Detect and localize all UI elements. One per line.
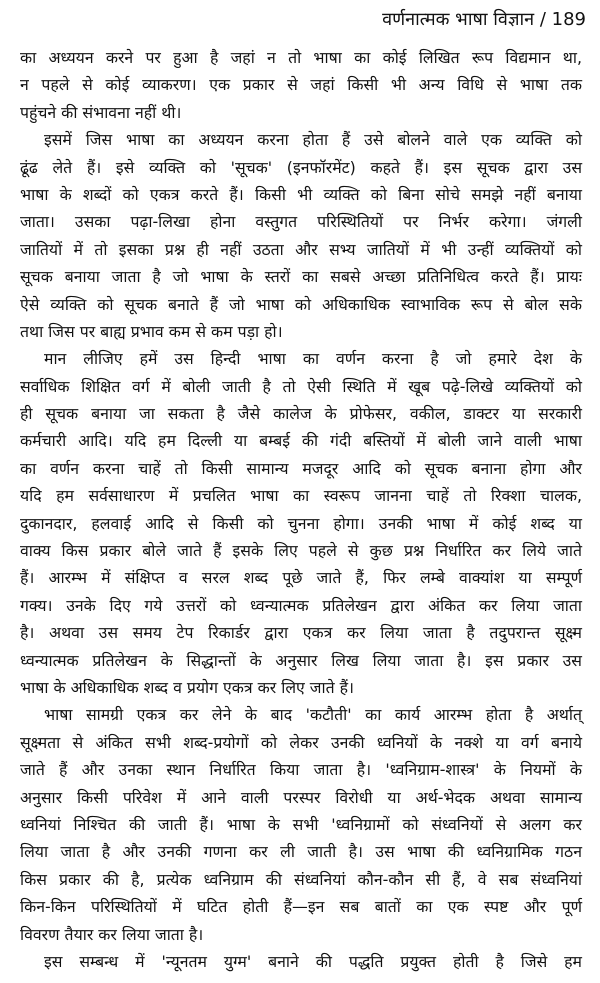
paragraph-3 — [20, 345, 582, 701]
text-line: ढूंढ लेते हैं। इसे व्यक्ति को 'सूचक' (इनफॉरमेंट) कहते हैं। इस सूचक द्वारा उस — [20, 157, 582, 177]
text-line: वाक्य किस प्रकार बोले जाते हैं इसके लिए पहले से कुछ प्रश्न निर्धारित कर लिये जाते — [20, 541, 582, 561]
text-line: का वर्णन करना चाहें तो किसी सामान्य मजदूर आदि को सूचक बनाना होगा और — [20, 458, 582, 478]
text-line: सूक्ष्मता से अंकित सभी शब्द-प्रयोगों को लेकर उनकी ध्वनियों के नक्शे या वर्ग बनाये — [20, 732, 582, 752]
text-line: ध्वन्यात्मक प्रतिलेखन के सिद्धान्तों के अनुसार लिख लिया जाता है। इस प्रकार उस — [20, 650, 582, 670]
paragraph-2 — [20, 126, 582, 345]
text-line: अनुसार किसी परिवेश में आने वाली परस्पर विरोधी या अर्थ-भेदक अथवा सामान्य — [20, 787, 582, 807]
text-line: सर्वाधिक शिक्षित वर्ग में बोली जाती है तो ऐसी स्थिति में खूब पढ़े-लिखे व्यक्तियों को — [20, 376, 582, 396]
text-line: गक्य। उनके दिए गये उत्तरों को ध्वन्यात्मक प्रतिलेखन द्वारा अंकित कर लिया जाता — [20, 595, 582, 615]
text-line: किस प्रकार की है, प्रत्येक ध्वनिग्राम की संध्वनियां कौन-कौन सी हैं, वे सब संध्वनियां — [20, 869, 582, 889]
text-line: दुकानदार, हलवाई आदि से किसी को चुनना होगा। उनकी भाषा में कोई शब्द या — [20, 513, 582, 533]
running-header: वर्णनात्मक भाषा विज्ञान / 189 — [382, 9, 586, 30]
text-line: इसमें जिस भाषा का अध्ययन करना होता हैं उसे बोलने वाले एक व्यक्ति को — [44, 130, 582, 150]
text-line: किन-किन परिस्थितियों में घटित होती हैं—इन सब बातों का एक स्पष्ट और पूर्ण — [20, 897, 582, 917]
paragraph-1 — [20, 44, 582, 126]
body-text — [20, 44, 582, 975]
paragraph-5 — [20, 948, 582, 975]
text-line: मान लीजिए हमें उस हिन्दी भाषा का वर्णन करना है जो हमारे देश के — [44, 349, 582, 369]
text-line: न पहले से कोई व्याकरण। एक प्रकार से जहां किसी भी अन्य विधि से भाषा तक — [20, 75, 582, 95]
paragraph-4 — [20, 701, 582, 948]
text-line: है। अथवा उस समय टेप रिकार्डर द्वारा एकत्र कर लिया जाता है तदुपरान्त सूक्ष्म — [20, 623, 582, 643]
text-line: भाषा सामग्री एकत्र कर लेने के बाद 'कटौती' का कार्य आरम्भ होता है अर्थात् — [44, 705, 582, 725]
text-line: ऐसे व्यक्ति को सूचक बनाते हैं जो भाषा को अधिकाधिक स्वाभाविक रूप से बोल सके — [20, 294, 582, 314]
text-line: विवरण तैयार कर लिया जाता है। — [20, 924, 204, 944]
text-line: पहुंचने की संभावना नहीं थी। — [20, 102, 182, 122]
text-line: जाता। उसका पढ़ा-लिखा होना वस्तुगत परिस्थितियों पर निर्भर करेगा। जंगली — [20, 212, 582, 232]
text-line: लिया जाता है और उनकी गणना कर ली जाती है। उस भाषा की ध्वनिग्रामिक गठन — [20, 842, 582, 862]
text-line: तथा जिस पर बाह्य प्रभाव कम से कम पड़ा हो। — [20, 321, 283, 341]
text-line: हैं। आरम्भ में संक्षिप्त व सरल शब्द पूछे जाते हैं, फिर लम्बे वाक्यांश या सम्पूर्ण — [20, 568, 582, 588]
text-line: सूचक बनाया जाता है जो भाषा के स्तरों का सबसे अच्छा प्रतिनिधित्व करते हैं। प्रायः — [20, 267, 582, 287]
text-line: का अध्ययन करने पर हुआ है जहां न तो भाषा का कोई लिखित रूप विद्यमान था, — [20, 48, 582, 67]
text-line: इस सम्बन्ध में 'न्यूनतम युग्म' बनाने की पद्धति प्रयुक्त होती है जिसे हम — [44, 951, 582, 971]
text-line: ध्वनियां निश्चित की जाती हैं। भाषा के सभी 'ध्वनिग्रामों को संध्वनियों से अलग कर — [20, 814, 582, 834]
text-line: जातियों में तो इसका प्रश्न ही नहीं उठता और सभ्य जातियों में भी उन्हीं व्यक्तियों को — [20, 239, 582, 259]
text-line: कर्मचारी आदि। यदि हम दिल्ली या बम्बई की गंदी बस्तियों में बोली जाने वाली भाषा — [20, 431, 582, 451]
text-line: ही सूचक बनाया जा सकता है जैसे कालेज के प्रोफेसर, वकील, डाक्टर या सरकारी — [20, 404, 582, 424]
text-line: जाते हैं और उनका स्थान निर्धारित किया जाता है। 'ध्वनिग्राम-शास्त्र' के नियमों के — [20, 760, 582, 780]
text-line: भाषा के शब्दों को एकत्र करते हैं। किसी भी व्यक्ति को बिना सोचे समझे नहीं बनाया — [20, 184, 582, 204]
text-line: यदि हम सर्वसाधारण में प्रचलित भाषा का स्वरूप जानना चाहें तो रिक्शा चालक, — [20, 486, 582, 506]
text-line: भाषा के अधिकाधिक शब्द व प्रयोग एकत्र कर लिए जाते हैं। — [20, 677, 355, 697]
